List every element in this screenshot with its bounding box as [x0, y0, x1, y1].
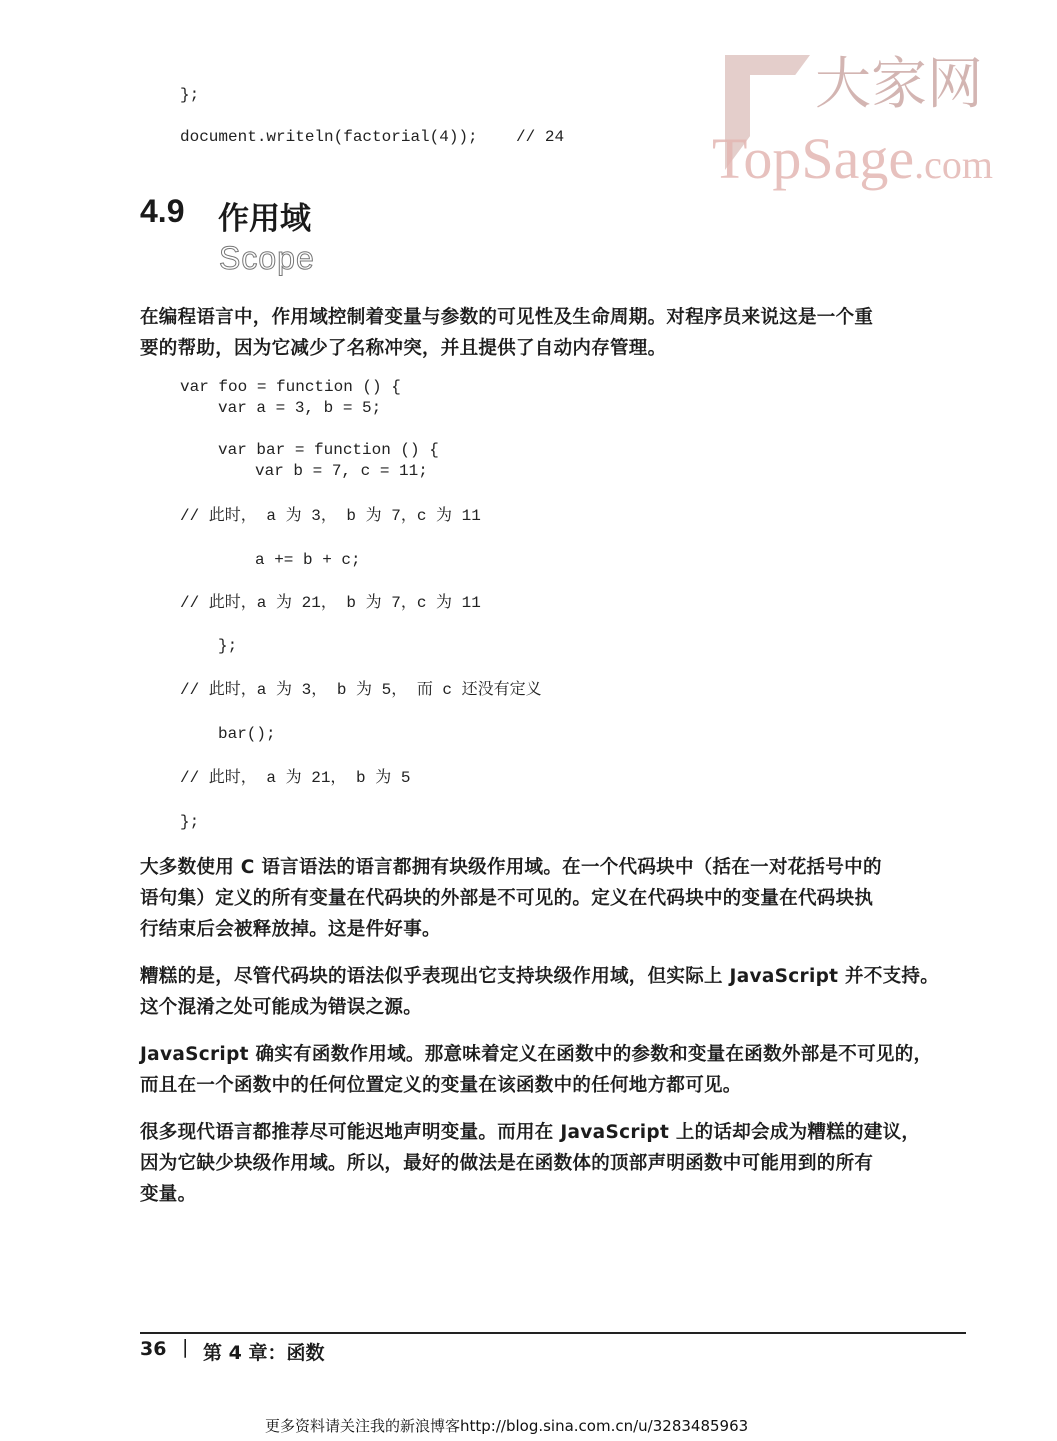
paragraph-line: 行结束后会被释放掉。这是件好事。 [140, 919, 441, 940]
code-line: var bar = function () { [218, 441, 439, 459]
paragraph-line: 而且在一个函数中的任何位置定义的变量在该函数中的任何地方都可见。 [140, 1075, 742, 1096]
code-line: var b = 7, c = 11; [255, 462, 428, 480]
code-line: }; [180, 813, 200, 831]
paragraph-line: 大多数使用 C 语言语法的语言都拥有块级作用域。在一个代码块中（括在一对花括号中的 [140, 857, 882, 878]
footer-separator: | [182, 1336, 189, 1358]
paragraph-line: 变量。 [140, 1184, 197, 1205]
section-number: 4.9 [140, 193, 185, 229]
paragraph-line: 在编程语言中，作用域控制着变量与参数的可见性及生命周期。对程序员来说这是一个重 [140, 307, 874, 328]
paragraph [140, 302, 970, 364]
page-number: 36 [140, 1338, 167, 1360]
code-line: var a = 3, b = 5; [218, 399, 382, 417]
paragraph-line: 因为它缺少块级作用域。所以，最好的做法是在函数体的顶部声明函数中可能用到的所有 [140, 1153, 874, 1174]
code-line: }; [180, 86, 200, 104]
paragraph-line: 要的帮助，因为它减少了名称冲突，并且提供了自动内存管理。 [140, 338, 667, 359]
paragraph-line: 语句集）定义的所有变量在代码块的外部是不可见的。定义在代码块中的变量在代码块执 [140, 888, 874, 909]
paragraph [140, 1117, 970, 1210]
paragraph-line: 很多现代语言都推荐尽可能迟地声明变量。而用在 JavaScript 上的话却会成为糟糕的建议， [140, 1122, 921, 1143]
paragraph [140, 1039, 970, 1101]
code-line: a += b + c; [255, 551, 361, 569]
chapter-title: 第 4 章：函数 [203, 1342, 325, 1364]
watermark-cn: 大家网 [815, 52, 983, 117]
paragraph-line: 这个混淆之处可能成为错误之源。 [140, 997, 423, 1018]
code-line: var foo = function () { [180, 378, 401, 396]
bottom-note: 更多资料请关注我的新浪博客http://blog.sina.com.cn/u/3283485963 [265, 1417, 749, 1435]
paragraph [140, 961, 970, 1023]
footer-rule [140, 1332, 966, 1334]
code-comment: // 此时，a 为 21， b 为 7，c 为 11 [180, 594, 481, 612]
code-comment: // 此时， a 为 21， b 为 5 [180, 769, 411, 787]
code-line: bar(); [218, 725, 276, 743]
watermark-en: TopSage.com [712, 126, 993, 191]
paragraph-line: 糟糕的是，尽管代码块的语法似乎表现出它支持块级作用域，但实际上 JavaScript 并不支持。 [140, 966, 940, 987]
code-comment: // 此时，a 为 3， b 为 5， 而 c 还没有定义 [180, 681, 542, 699]
code-comment: // 此时， a 为 3， b 为 7，c 为 11 [180, 507, 481, 525]
paragraph-line: JavaScript 确实有函数作用域。那意味着定义在函数中的参数和变量在函数外部是不可见的， [140, 1044, 933, 1065]
section-title: 作用域 [218, 201, 311, 237]
section-subtitle: Scope [219, 240, 315, 276]
code-line: document.writeln(factorial(4)); // 24 [180, 128, 565, 146]
paragraph [140, 852, 970, 945]
code-line: }; [218, 637, 238, 655]
